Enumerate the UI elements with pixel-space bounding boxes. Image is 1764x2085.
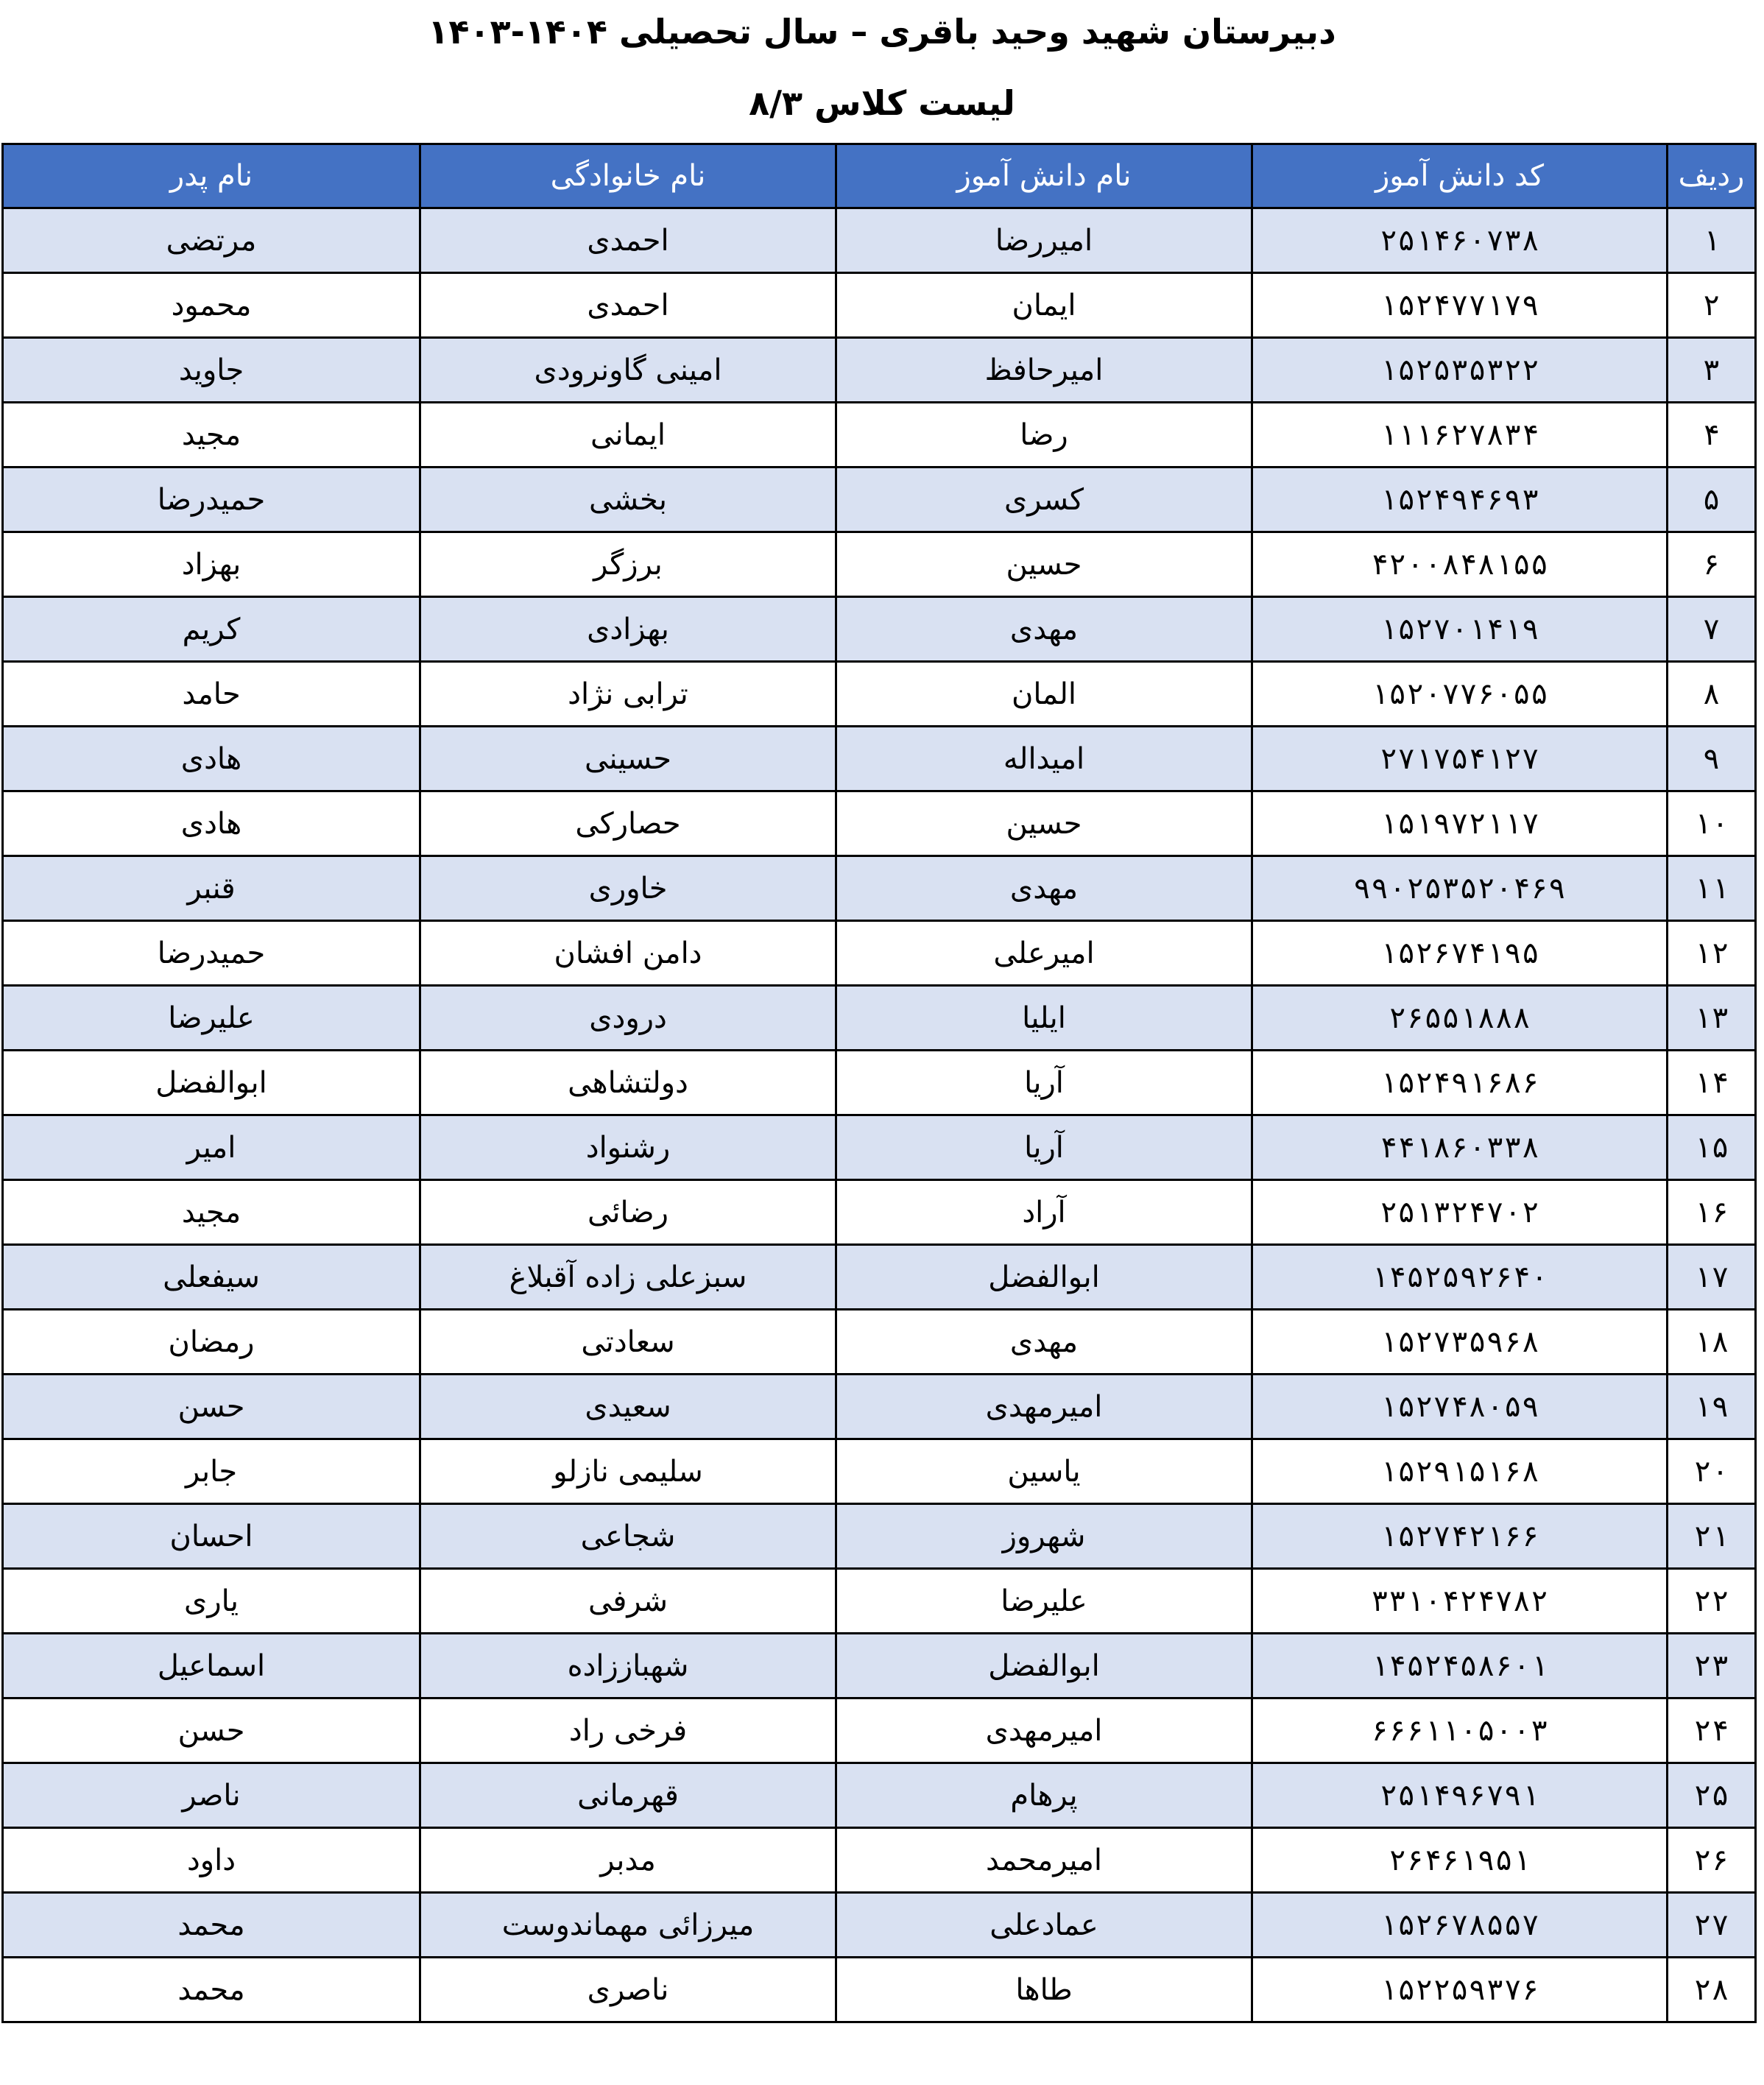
father-name-cell: داود: [3, 1828, 420, 1893]
row-number-cell: ۳: [1668, 338, 1756, 403]
student-code-cell: ۲۶۵۵۱۸۸۸: [1252, 986, 1668, 1051]
student-name-cell: امیررضا: [836, 208, 1252, 273]
student-code-cell: ۲۵۱۴۶۰۷۳۸: [1252, 208, 1668, 273]
student-code-cell: ۱۵۲۶۷۸۵۵۷: [1252, 1893, 1668, 1958]
student-name-cell: ابوالفضل: [836, 1634, 1252, 1698]
table-row: [3, 1828, 1756, 1893]
father-name-cell: کریم: [3, 597, 420, 662]
row-number-cell: ۱۷: [1668, 1245, 1756, 1310]
table-row: [3, 1893, 1756, 1958]
row-number-cell: ۱۱: [1668, 856, 1756, 921]
student-table: [1, 143, 1757, 2023]
table-row: [3, 597, 1756, 662]
family-name-cell: سعیدی: [420, 1375, 836, 1439]
father-name-cell: مجید: [3, 1180, 420, 1245]
father-name-cell: حمیدرضا: [3, 468, 420, 532]
row-number-cell: ۱۰: [1668, 791, 1756, 856]
family-name-cell: احمدی: [420, 208, 836, 273]
father-name-cell: اسماعیل: [3, 1634, 420, 1698]
student-code-cell: ۱۵۱۹۷۲۱۱۷: [1252, 791, 1668, 856]
student-code-cell: ۱۵۲۲۵۹۳۷۶: [1252, 1958, 1668, 2022]
table-row: [3, 273, 1756, 338]
header-student-code: کد دانش آموز: [1252, 144, 1668, 208]
father-name-cell: هادی: [3, 791, 420, 856]
document-title: دبیرستان شهید وحید باقری – سال تحصیلی ۱۴۰۴-۱۴۰۳: [428, 12, 1336, 52]
family-name-cell: سلیمی نازلو: [420, 1439, 836, 1504]
table-row: [3, 208, 1756, 273]
father-name-cell: هادی: [3, 727, 420, 791]
family-name-cell: احمدی: [420, 273, 836, 338]
student-code-cell: ۱۵۲۷۰۱۴۱۹: [1252, 597, 1668, 662]
row-number-cell: ۲۷: [1668, 1893, 1756, 1958]
student-name-cell: امیرحافظ: [836, 338, 1252, 403]
student-code-cell: ۴۲۰۰۸۴۸۱۵۵: [1252, 532, 1668, 597]
father-name-cell: حمیدرضا: [3, 921, 420, 986]
family-name-cell: شهباززاده: [420, 1634, 836, 1698]
table-row: [3, 1504, 1756, 1569]
row-number-cell: ۲۱: [1668, 1504, 1756, 1569]
row-number-cell: ۶: [1668, 532, 1756, 597]
student-code-cell: ۹۹۰۲۵۳۵۲۰۴۶۹: [1252, 856, 1668, 921]
father-name-cell: محمد: [3, 1893, 420, 1958]
father-name-cell: حامد: [3, 662, 420, 727]
table-row: [3, 1569, 1756, 1634]
father-name-cell: رمضان: [3, 1310, 420, 1375]
row-number-cell: ۱: [1668, 208, 1756, 273]
father-name-cell: محمود: [3, 273, 420, 338]
row-number-cell: ۱۵: [1668, 1115, 1756, 1180]
row-number-cell: ۵: [1668, 468, 1756, 532]
father-name-cell: حسن: [3, 1698, 420, 1763]
student-name-cell: یاسین: [836, 1439, 1252, 1504]
student-name-cell: امیرمحمد: [836, 1828, 1252, 1893]
student-name-cell: امیرمهدی: [836, 1698, 1252, 1763]
student-code-cell: ۱۵۲۴۷۷۱۷۹: [1252, 273, 1668, 338]
row-number-cell: ۲۵: [1668, 1763, 1756, 1828]
student-code-cell: ۱۵۲۰۷۷۶۰۵۵: [1252, 662, 1668, 727]
family-name-cell: سعادتی: [420, 1310, 836, 1375]
row-number-cell: ۲۴: [1668, 1698, 1756, 1763]
student-name-cell: پرهام: [836, 1763, 1252, 1828]
table-row: [3, 1051, 1756, 1115]
table-row: [3, 468, 1756, 532]
student-code-cell: ۱۵۲۷۴۲۱۶۶: [1252, 1504, 1668, 1569]
father-name-cell: بهزاد: [3, 532, 420, 597]
row-number-cell: ۷: [1668, 597, 1756, 662]
student-code-cell: ۴۴۱۸۶۰۳۳۸: [1252, 1115, 1668, 1180]
student-name-cell: کسری: [836, 468, 1252, 532]
table-row: [3, 1698, 1756, 1763]
row-number-cell: ۱۴: [1668, 1051, 1756, 1115]
row-number-cell: ۲: [1668, 273, 1756, 338]
row-number-cell: ۹: [1668, 727, 1756, 791]
row-number-cell: ۱۶: [1668, 1180, 1756, 1245]
student-name-cell: مهدی: [836, 1310, 1252, 1375]
family-name-cell: دامن افشان: [420, 921, 836, 986]
family-name-cell: حصارکی: [420, 791, 836, 856]
family-name-cell: شجاعی: [420, 1504, 836, 1569]
family-name-cell: ترابی نژاد: [420, 662, 836, 727]
student-code-cell: ۱۵۲۴۹۱۶۸۶: [1252, 1051, 1668, 1115]
class-list-subtitle: لیست کلاس ۸/۳: [749, 83, 1015, 123]
student-name-cell: امیداله: [836, 727, 1252, 791]
row-number-cell: ۱۸: [1668, 1310, 1756, 1375]
family-name-cell: خاوری: [420, 856, 836, 921]
family-name-cell: حسینی: [420, 727, 836, 791]
table-row: [3, 1180, 1756, 1245]
student-code-cell: ۱۱۱۶۲۷۸۳۴: [1252, 403, 1668, 468]
student-code-cell: ۱۵۲۹۱۵۱۶۸: [1252, 1439, 1668, 1504]
family-name-cell: فرخی راد: [420, 1698, 836, 1763]
student-name-cell: امیرمهدی: [836, 1375, 1252, 1439]
student-name-cell: ایلیا: [836, 986, 1252, 1051]
student-name-cell: حسین: [836, 532, 1252, 597]
family-name-cell: امینی گاونرودی: [420, 338, 836, 403]
family-name-cell: ناصری: [420, 1958, 836, 2022]
student-name-cell: آراد: [836, 1180, 1252, 1245]
student-code-cell: ۲۷۱۷۵۴۱۲۷: [1252, 727, 1668, 791]
student-name-cell: ابوالفضل: [836, 1245, 1252, 1310]
row-number-cell: ۱۳: [1668, 986, 1756, 1051]
student-name-cell: رضا: [836, 403, 1252, 468]
family-name-cell: ایمانی: [420, 403, 836, 468]
student-name-cell: حسین: [836, 791, 1252, 856]
header-family-name: نام خانوادگی: [420, 144, 836, 208]
table-row: [3, 1310, 1756, 1375]
student-code-cell: ۲۵۱۴۹۶۷۹۱: [1252, 1763, 1668, 1828]
student-name-cell: ایمان: [836, 273, 1252, 338]
row-number-cell: ۲۳: [1668, 1634, 1756, 1698]
family-name-cell: برزگر: [420, 532, 836, 597]
father-name-cell: احسان: [3, 1504, 420, 1569]
header-father-name: نام پدر: [3, 144, 420, 208]
student-name-cell: المان: [836, 662, 1252, 727]
table-row: [3, 662, 1756, 727]
student-name-cell: مهدی: [836, 597, 1252, 662]
student-name-cell: آریا: [836, 1115, 1252, 1180]
student-name-cell: عمادعلی: [836, 1893, 1252, 1958]
row-number-cell: ۲۶: [1668, 1828, 1756, 1893]
header-student-name: نام دانش آموز: [836, 144, 1252, 208]
student-name-cell: علیرضا: [836, 1569, 1252, 1634]
father-name-cell: امیر: [3, 1115, 420, 1180]
table-row: [3, 1245, 1756, 1310]
row-number-cell: ۴: [1668, 403, 1756, 468]
table-row: [3, 338, 1756, 403]
row-number-cell: ۱۹: [1668, 1375, 1756, 1439]
table-row: [3, 1634, 1756, 1698]
row-number-cell: ۲۲: [1668, 1569, 1756, 1634]
family-name-cell: بهزادی: [420, 597, 836, 662]
table-row: [3, 532, 1756, 597]
family-name-cell: میرزائی مهماندوست: [420, 1893, 836, 1958]
family-name-cell: بخشی: [420, 468, 836, 532]
header-row-number: ردیف: [1668, 144, 1756, 208]
father-name-cell: حسن: [3, 1375, 420, 1439]
table-row: [3, 403, 1756, 468]
family-name-cell: سبزعلی زاده آقبلاغ: [420, 1245, 836, 1310]
family-name-cell: درودی: [420, 986, 836, 1051]
table-row: [3, 986, 1756, 1051]
table-header-row: [3, 144, 1756, 208]
table-row: [3, 1958, 1756, 2022]
student-name-cell: امیرعلی: [836, 921, 1252, 986]
father-name-cell: محمد: [3, 1958, 420, 2022]
table-row: [3, 791, 1756, 856]
father-name-cell: مرتضی: [3, 208, 420, 273]
student-name-cell: طاها: [836, 1958, 1252, 2022]
student-code-cell: ۱۵۲۷۳۵۹۶۸: [1252, 1310, 1668, 1375]
student-name-cell: آریا: [836, 1051, 1252, 1115]
father-name-cell: یاری: [3, 1569, 420, 1634]
table-row: [3, 921, 1756, 986]
father-name-cell: قنبر: [3, 856, 420, 921]
row-number-cell: ۸: [1668, 662, 1756, 727]
family-name-cell: شرفی: [420, 1569, 836, 1634]
student-code-cell: ۱۵۲۷۴۸۰۵۹: [1252, 1375, 1668, 1439]
table-row: [3, 1115, 1756, 1180]
father-name-cell: مجید: [3, 403, 420, 468]
table-row: [3, 727, 1756, 791]
table-row: [3, 1375, 1756, 1439]
family-name-cell: قهرمانی: [420, 1763, 836, 1828]
student-code-cell: ۶۶۶۱۱۰۵۰۰۳: [1252, 1698, 1668, 1763]
row-number-cell: ۲۸: [1668, 1958, 1756, 2022]
student-code-cell: ۱۵۲۵۳۵۳۲۲: [1252, 338, 1668, 403]
student-code-cell: ۱۵۲۶۷۴۱۹۵: [1252, 921, 1668, 986]
student-code-cell: ۲۵۱۳۲۴۷۰۲: [1252, 1180, 1668, 1245]
row-number-cell: ۱۲: [1668, 921, 1756, 986]
father-name-cell: سیفعلی: [3, 1245, 420, 1310]
row-number-cell: ۲۰: [1668, 1439, 1756, 1504]
father-name-cell: ناصر: [3, 1763, 420, 1828]
table-row: [3, 1439, 1756, 1504]
student-code-cell: ۳۳۱۰۴۲۴۷۸۲: [1252, 1569, 1668, 1634]
student-code-cell: ۱۴۵۲۵۹۲۶۴۰: [1252, 1245, 1668, 1310]
father-name-cell: جاوید: [3, 338, 420, 403]
student-code-cell: ۱۵۲۴۹۴۶۹۳: [1252, 468, 1668, 532]
table-row: [3, 1763, 1756, 1828]
student-code-cell: ۲۶۴۶۱۹۵۱: [1252, 1828, 1668, 1893]
family-name-cell: رضائی: [420, 1180, 836, 1245]
father-name-cell: جابر: [3, 1439, 420, 1504]
student-code-cell: ۱۴۵۲۴۵۸۶۰۱: [1252, 1634, 1668, 1698]
student-name-cell: شهروز: [836, 1504, 1252, 1569]
family-name-cell: رشنواد: [420, 1115, 836, 1180]
father-name-cell: ابوالفضل: [3, 1051, 420, 1115]
family-name-cell: دولتشاهی: [420, 1051, 836, 1115]
table-row: [3, 856, 1756, 921]
family-name-cell: مدبر: [420, 1828, 836, 1893]
father-name-cell: علیرضا: [3, 986, 420, 1051]
student-name-cell: مهدی: [836, 856, 1252, 921]
